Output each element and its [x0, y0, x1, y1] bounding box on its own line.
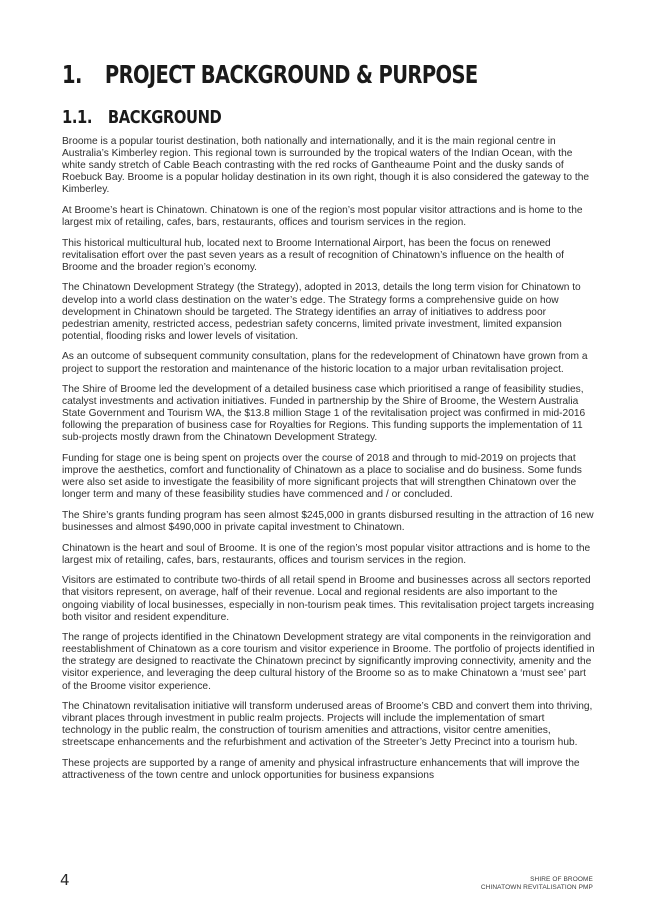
paragraph: Broome is a popular tourist destination, both nationally and internationally, and it is the main regional centre in Australia’s Kimberley region. This regional town is surrounded by the tropical waters of the Indian Ocean, with the white sandy stretch of Cable Beach contrasting with the red rocks of Gantheaume Point and the dusky sands of Roebuck Bay. Broome is a popular holiday destination in its own right, though it is also considered the gateway to the Kimberley. [62, 136, 590, 196]
section-heading [62, 60, 478, 90]
footer-org-line2: CHINATOWN REVITALISATION PMP [480, 884, 593, 891]
paragraph: The Shire’s grants funding program has seen almost $245,000 in grants disbursed resulting in the attraction of 16 new businesses and almost $490,000 in private capital investment to Chinatown. [62, 509, 594, 534]
paragraph: The range of projects identified in the Chinatown Development strategy are vital components in the reinvigoration and reestablishment of Chinatown as a core tourism and visitor experience in Broome. The portfolio of projects identified in the strategy are designed to reactivate the Chinatown precinct by significantly improving connectivity, amenity and the visitor experience, and leveraging the deep cultural history of the Broome so as to make Chinatown a ‘must see’ part of the Broome visitor experience. [62, 632, 595, 692]
paragraph: At Broome’s heart is Chinatown. Chinatown is one of the region’s most popular visitor attractions and is home to the largest mix of retailing, cafes, bars, restaurants, offices and tourism services in the region. [62, 204, 583, 229]
subsection-heading [62, 107, 221, 129]
paragraph: Chinatown is the heart and soul of Broome. It is one of the region’s most popular visitor attractions and is home to the largest mix of retailing, cafes, bars, restaurants, offices and tourism services in the region. [62, 542, 591, 566]
paragraph: The Chinatown revitalisation initiative will transform underused areas of Broome’s CBD and convert them into thriving, vibrant places through investment in public realm projects. Projects will include the implementation of smart technology in the public realm, the construction of tourism amenities and attractions, visitor centre amenities, streetscape enhancements and the refurbishment and activation of the Streeter’s Jetty Precinct into a tourism hub. [62, 701, 593, 749]
paragraph: As an outcome of subsequent community consultation, plans for the redevelopment of Chinatown have grown from a project to support the restoration and maintenance of the historic location to a major urban revitalisation project. [62, 351, 588, 375]
paragraph: The Shire of Broome led the development of a detailed business case which prioritised a range of feasibility studies, catalyst investments and activation initiatives. Funded in partnership by the Shire of Broome, the Western Australia State Government and Tourism WA, the $13.8 million Stage 1 of the revitalisation project was confirmed in mid-2016 following the preparation of business case for Royalties for Regions. This funding supports the implementation of 11 sub-projects mostly drawn from the Chinatown Development Strategy. [62, 384, 586, 444]
paragraph: Visitors are estimated to contribute two-thirds of all retail spend in Broome and businesses across all sectors reported that visitors represent, on average, half of their revenue. Local and regional residents are also important to the ongoing viability of local businesses, especially in non-tourism peak times. This revitalisation project targets increasing both visitor and resident expenditure. [62, 575, 595, 623]
paragraph: This historical multicultural hub, located next to Broome International Airport, has been the focus on renewed revitalisation effort over the past seven years as a result of recognition of Chinatown’s influence on the health of Broome and the broader region’s economy. [62, 237, 564, 273]
paragraph: The Chinatown Development Strategy (the Strategy), adopted in 2013, details the long term vision for Chinatown to develop into a world class destination on the water’s edge. The Strategy forms a comprehensive guide on how development in Chinatown should be targeted. The Strategy identifies an array of initiatives to address poor pedestrian amenity, restricted access, pedestrian safety concerns, limited private investment, limited expansion potential, flooding risks and lower levels of visitation. [62, 282, 581, 342]
footer-org [481, 876, 593, 892]
footer-org-line1: SHIRE OF BROOME [530, 876, 593, 883]
section-heading-title: PROJECT BACKGROUND & PURPOSE [104, 60, 478, 89]
paragraph: Funding for stage one is being spent on projects over the course of 2018 and through to mid-2019 on projects that improve the aesthetics, comfort and functionality of Chinatown as a place to socialise and do business. Some funds were also set aside to investigate the feasibility of more significant projects that will strengthen Chinatown over the longer term and many of these feasibility studies have commenced and / or concluded. [62, 453, 582, 501]
page-number: 4 [60, 871, 70, 889]
body-text [62, 136, 595, 791]
subsection-heading-title: BACKGROUND [107, 107, 222, 128]
section-heading-number: 1. [62, 60, 82, 89]
subsection-heading-number: 1.1. [62, 107, 93, 128]
paragraph: These projects are supported by a range of amenity and physical infrastructure enhancements that will improve the attractiveness of the town centre and unlock opportunities for business expansions [62, 758, 580, 782]
